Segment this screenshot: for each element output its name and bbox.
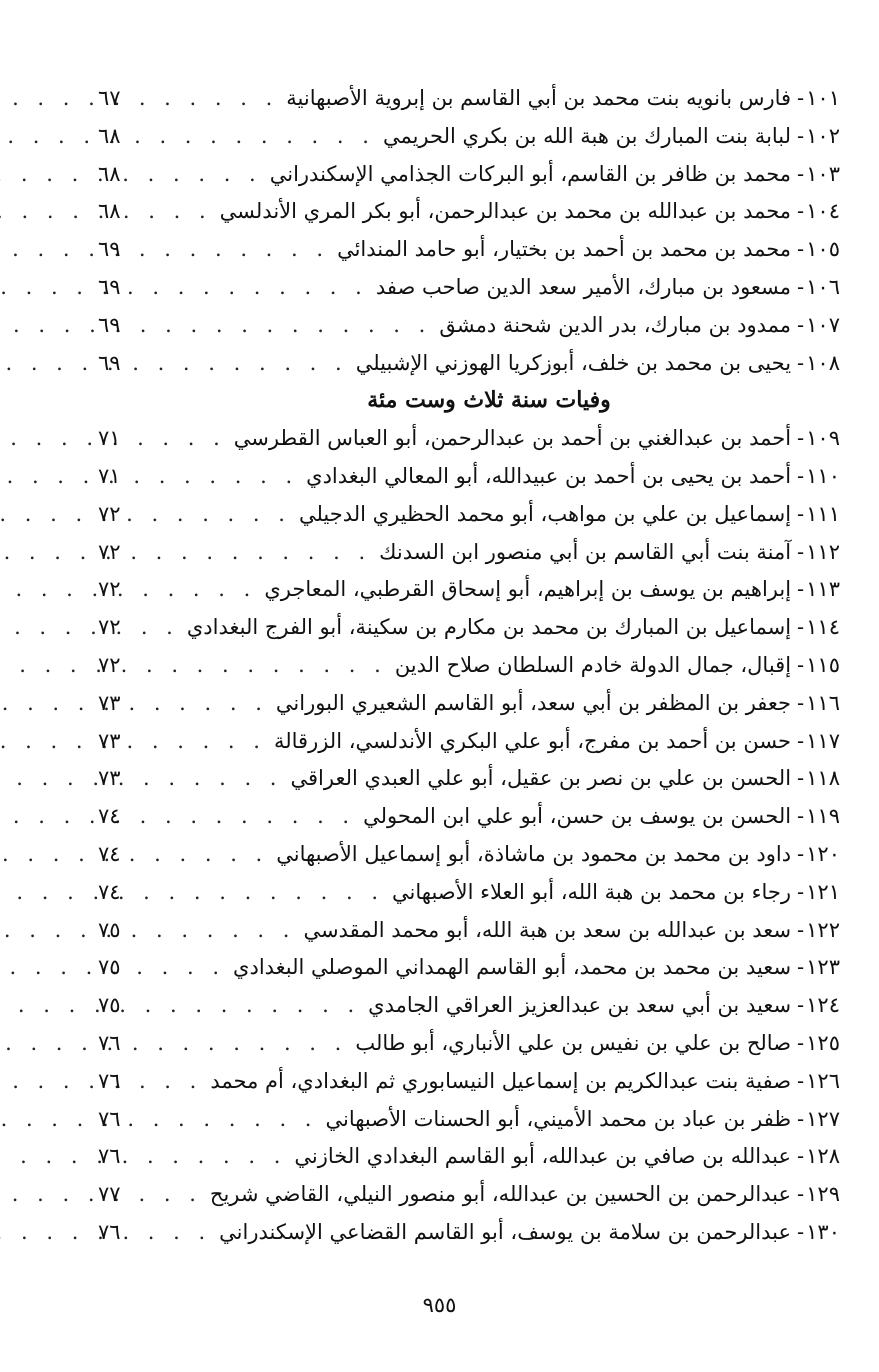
entry-title: فارس بانويه بنت محمد بن أبي القاسم بن إبروية الأصبهانية	[286, 86, 792, 110]
toc-entry	[98, 723, 840, 761]
entry-page-number: ٧٢	[98, 577, 121, 602]
entry-number: ١٠٩	[806, 426, 840, 451]
toc-entry	[98, 609, 840, 647]
entry-number: ١٠٢	[806, 123, 840, 148]
entry-number: ١٢٤	[806, 993, 840, 1018]
entry-page-number: ٦٨	[98, 161, 121, 186]
dot-leader	[130, 1063, 210, 1101]
entry-dash: -	[797, 690, 805, 715]
entry-dash: -	[797, 237, 805, 262]
dot-leader	[130, 836, 276, 874]
dot-leader	[130, 534, 379, 572]
dot-leader	[130, 458, 306, 496]
entry-title: محمد بن محمد بن أحمد بن بختيار، أبو حامد المندائي	[337, 237, 792, 262]
dot-leader	[130, 156, 270, 194]
entry-number: ١٢٥	[806, 1030, 840, 1055]
entry-dash: -	[797, 199, 805, 224]
dot-leader	[130, 1214, 219, 1252]
entry-page-number: ٦٩	[98, 350, 121, 375]
entry-title: إبراهيم بن يوسف بن إبراهيم، أبو إسحاق القرطبي، المعاجري	[264, 577, 792, 602]
entry-dash: -	[797, 1219, 805, 1244]
entry-title: عبدالرحمن بن سلامة بن يوسف، أبو القاسم القضاعي الإسكندراني	[219, 1219, 792, 1244]
table-of-contents	[98, 80, 840, 1252]
dot-leader	[130, 760, 290, 798]
entry-dash: -	[797, 312, 805, 337]
dot-leader	[130, 1101, 325, 1139]
toc-entry	[98, 269, 840, 307]
entry-page-number: ٧٥	[98, 993, 121, 1018]
entry-title: الحسن بن علي بن نصر بن عقيل، أبو علي العبدي العراقي	[290, 766, 792, 791]
entry-title: صفية بنت عبدالكريم بن إسماعيل النيسابوري ثم البغدادي، أم محمد	[210, 1068, 792, 1093]
entry-page-number: ٦٩	[98, 237, 121, 262]
entry-number: ١٠٦	[806, 274, 840, 299]
entry-page-number: ٧٤	[98, 841, 121, 866]
entry-number: ١١٨	[806, 766, 840, 791]
entry-page-number: ٧٣	[98, 690, 121, 715]
entry-dash: -	[797, 123, 805, 148]
entry-page-number: ٧١	[98, 463, 121, 488]
entry-number: ١٠٤	[806, 199, 840, 224]
entry-page-number: ٧٦	[98, 1030, 121, 1055]
entry-dash: -	[797, 1182, 805, 1207]
entry-page-number: ٧٦	[98, 1068, 121, 1093]
entry-dash: -	[797, 615, 805, 640]
entry-title: مسعود بن مبارك، الأمير سعد الدين صاحب صفد	[375, 274, 792, 299]
toc-entry	[98, 836, 840, 874]
dot-leader	[130, 420, 234, 458]
entry-number: ١٢٦	[806, 1068, 840, 1093]
entry-number: ١٢٠	[806, 841, 840, 866]
entry-page-number: ٧٢	[98, 539, 121, 564]
entry-number: ١١٠	[806, 463, 840, 488]
entry-dash: -	[797, 955, 805, 980]
entry-number: ١٠١	[806, 86, 840, 110]
entry-title: حسن بن أحمد بن مفرج، أبو علي البكري الأندلسي، الزرقالة	[273, 728, 792, 753]
toc-section-2	[98, 420, 840, 1252]
entry-page-number: ٧٧	[98, 1182, 121, 1207]
entry-number: ١١٣	[806, 577, 840, 602]
entry-page-number: ٧٥	[98, 917, 121, 942]
section-heading: وفيات سنة ثلاث وست مئة	[367, 387, 611, 414]
entry-page-number: ٧٦	[98, 1219, 121, 1244]
entry-page-number: ٧٣	[98, 766, 121, 791]
toc-entry	[98, 1063, 840, 1101]
entry-dash: -	[797, 274, 805, 299]
toc-entry	[98, 760, 840, 798]
toc-entry	[98, 949, 840, 987]
dot-leader	[130, 609, 187, 647]
entry-title: ظفر بن عباد بن محمد الأميني، أبو الحسنات الأصبهاني	[325, 1106, 792, 1131]
entry-dash: -	[797, 841, 805, 866]
entry-title: يحيى بن محمد بن خلف، أبوزكريا الهوزني الإشبيلي	[355, 350, 792, 375]
entry-number: ١١٦	[806, 690, 840, 715]
toc-entry	[98, 1025, 840, 1063]
toc-entry	[98, 534, 840, 572]
entry-dash: -	[797, 350, 805, 375]
entry-number: ١٢٣	[806, 955, 840, 980]
entry-number: ١٢٢	[806, 917, 840, 942]
dot-leader	[130, 987, 368, 1025]
entry-number: ١٢١	[806, 879, 840, 904]
entry-page-number: ٦٩	[98, 274, 121, 299]
entry-title: رجاء بن محمد بن هبة الله، أبو العلاء الأصبهاني	[392, 879, 792, 904]
dot-leader	[130, 685, 276, 723]
entry-page-number: ٦٩	[98, 312, 121, 337]
toc-entry	[98, 345, 840, 383]
entry-dash: -	[797, 1144, 805, 1169]
entry-page-number: ٧٢	[98, 652, 121, 677]
entry-number: ١٢٨	[806, 1144, 840, 1169]
dot-leader	[130, 912, 303, 950]
entry-dash: -	[797, 766, 805, 791]
entry-page-number: ٧٦	[98, 1144, 121, 1169]
entry-title: محمد بن ظافر بن القاسم، أبو البركات الجذامي الإسكندراني	[269, 161, 792, 186]
entry-dash: -	[797, 1030, 805, 1055]
entry-page-number: ٧٤	[98, 879, 121, 904]
entry-dash: -	[797, 426, 805, 451]
toc-entry	[98, 571, 840, 609]
entry-number: ١٣٠	[806, 1219, 840, 1244]
toc-entry	[98, 1214, 840, 1252]
entry-number: ١٢٧	[806, 1106, 840, 1131]
toc-entry	[98, 193, 840, 231]
toc-entry	[98, 496, 840, 534]
entry-dash: -	[797, 879, 805, 904]
dot-leader	[130, 345, 356, 383]
toc-entry	[98, 685, 840, 723]
dot-leader	[130, 571, 264, 609]
dot-leader	[130, 798, 363, 836]
toc-entry	[98, 80, 840, 118]
toc-entry	[98, 912, 840, 950]
entry-title: إسماعيل بن علي بن مواهب، أبو محمد الحظيري الدجيلي	[298, 501, 792, 526]
dot-leader	[130, 307, 439, 345]
entry-title: لبابة بنت المبارك بن هبة الله بن بكري الحريمي	[382, 123, 792, 148]
dot-leader	[130, 1138, 294, 1176]
entry-title: عبدالله بن صافي بن عبدالله، أبو القاسم البغدادي الخازني	[294, 1144, 792, 1169]
entry-dash: -	[797, 728, 805, 753]
entry-number: ١١٩	[806, 804, 840, 829]
toc-section-1	[98, 80, 840, 382]
entry-title: سعيد بن أبي سعد بن عبدالعزيز العراقي الجامدي	[368, 993, 792, 1018]
entry-title: أحمد بن عبدالغني بن أحمد بن عبدالرحمن، أبو العباس القطرسي	[233, 426, 792, 451]
entry-title: إسماعيل بن المبارك بن محمد بن مكارم بن سكينة، أبو الفرج البغدادي	[186, 615, 792, 640]
entry-number: ١١٤	[806, 615, 840, 640]
toc-entry	[98, 1138, 840, 1176]
entry-page-number: ٧٢	[98, 615, 121, 640]
entry-page-number: ٧٣	[98, 728, 121, 753]
toc-entry	[98, 1101, 840, 1139]
dot-leader	[130, 231, 337, 269]
toc-entry	[98, 987, 840, 1025]
entry-title: الحسن بن يوسف بن حسن، أبو علي ابن المحولي	[363, 804, 792, 829]
entry-dash: -	[797, 539, 805, 564]
dot-leader	[130, 193, 220, 231]
entry-page-number: ٧٥	[98, 955, 121, 980]
entry-title: سعيد بن محمد بن محمد، أبو القاسم الهمداني الموصلي البغدادي	[233, 955, 792, 980]
toc-entry	[98, 231, 840, 269]
entry-dash: -	[797, 86, 805, 110]
dot-leader	[130, 874, 392, 912]
entry-number: ١١٢	[806, 539, 840, 564]
dot-leader	[130, 949, 233, 987]
entry-title: إقبال، جمال الدولة خادم السلطان صلاح الدين	[394, 652, 792, 677]
toc-entry	[98, 1176, 840, 1214]
entry-number: ١٠٣	[806, 161, 840, 186]
entry-dash: -	[797, 463, 805, 488]
entry-title: داود بن محمد بن محمود بن ماشاذة، أبو إسماعيل الأصبهاني	[276, 841, 792, 866]
entry-number: ١٠٨	[806, 350, 840, 375]
dot-leader	[130, 1025, 355, 1063]
entry-number: ١١١	[806, 501, 840, 526]
entry-dash: -	[797, 1068, 805, 1093]
entry-number: ١١٥	[806, 652, 840, 677]
entry-title: ممدود بن مبارك، بدر الدين شحنة دمشق	[439, 312, 792, 337]
entry-dash: -	[797, 161, 805, 186]
dot-leader	[130, 80, 286, 118]
dot-leader	[130, 496, 299, 534]
entry-number: ١٠٥	[806, 237, 840, 262]
entry-number: ١٢٩	[806, 1182, 840, 1207]
toc-entry	[98, 798, 840, 836]
entry-dash: -	[797, 577, 805, 602]
toc-entry	[98, 307, 840, 345]
entry-dash: -	[797, 804, 805, 829]
toc-entry	[98, 118, 840, 156]
entry-dash: -	[797, 993, 805, 1018]
entry-title: عبدالرحمن بن الحسين بن عبدالله، أبو منصور النيلي، القاضي شريح	[209, 1182, 792, 1207]
entry-dash: -	[797, 917, 805, 942]
page-number: ٩٥٥	[422, 1293, 457, 1317]
entry-title: جعفر بن المظفر بن أبي سعد، أبو القاسم الشعيري البوراني	[275, 690, 792, 715]
dot-leader	[130, 118, 383, 156]
entry-page-number: ٦٨	[98, 123, 121, 148]
entry-page-number: ٧٢	[98, 501, 121, 526]
toc-entry	[98, 420, 840, 458]
entry-page-number: ٦٨	[98, 199, 121, 224]
dot-leader	[130, 647, 395, 685]
dot-leader	[130, 1176, 210, 1214]
entry-dash: -	[797, 1106, 805, 1131]
entry-number: ١٠٧	[806, 312, 840, 337]
dot-leader	[130, 723, 274, 761]
toc-entry	[98, 458, 840, 496]
toc-entry	[98, 647, 840, 685]
entry-title: محمد بن عبدالله بن محمد بن عبدالرحمن، أبو بكر المري الأندلسي	[219, 199, 792, 224]
entry-title: صالح بن علي بن نفيس بن علي الأنباري، أبو طالب	[355, 1030, 792, 1055]
toc-entry	[98, 874, 840, 912]
toc-entry	[98, 156, 840, 194]
entry-page-number: ٧٤	[98, 804, 121, 829]
entry-page-number: ٦٧	[98, 86, 121, 110]
entry-dash: -	[797, 501, 805, 526]
entry-page-number: ٧٦	[98, 1106, 121, 1131]
entry-title: آمنة بنت أبي القاسم بن أبي منصور ابن السدنك	[379, 539, 792, 564]
entry-title: سعد بن عبدالله بن سعد بن هبة الله، أبو محمد المقدسي	[303, 917, 792, 942]
dot-leader	[130, 269, 376, 307]
entry-number: ١١٧	[806, 728, 840, 753]
entry-title: أحمد بن يحيى بن أحمد بن عبيدالله، أبو المعالي البغدادي	[306, 463, 792, 488]
entry-page-number: ٧١	[98, 426, 121, 451]
entry-dash: -	[797, 652, 805, 677]
